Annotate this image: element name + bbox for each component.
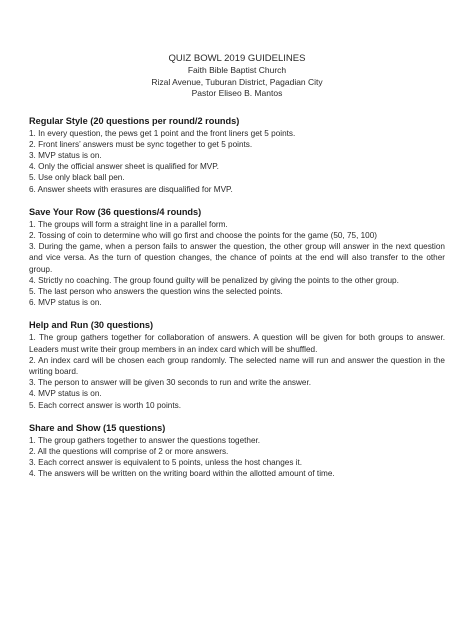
section-save-your-row — [29, 206, 445, 309]
rule-item: 2. All the questions will comprise of 2 or more answers. — [29, 446, 229, 456]
rule-item: 3. During the game, when a person fails to answer the question, the other group will answer in the next question and vice versa. As the turn of question changes, the chance of points at the end will also transfer to the other group. — [29, 242, 445, 274]
document-title: QUIZ BOWL 2019 GUIDELINES — [168, 53, 306, 64]
church-name: Faith Bible Baptist Church — [187, 65, 287, 75]
rule-item: 3. MVP status is on. — [29, 150, 102, 160]
rule-item: 2. An index card will be chosen each group randomly. The selected name will run and answer the question in the writing board. — [29, 355, 445, 376]
rule-item: 3. The person to answer will be given 30 seconds to run and write the answer. — [29, 378, 312, 388]
rule-list — [29, 128, 445, 195]
rule-item: 6. MVP status is on. — [29, 298, 102, 308]
section-regular-style — [29, 115, 445, 195]
rule-item: 2. Front liners’ answers must be sync together to get 5 points. — [29, 139, 253, 149]
rule-item: 2. Tossing of coin to determine who will go first and choose the points for the game (50, 75, 100) — [29, 230, 378, 240]
rule-item: 4. MVP status is on. — [29, 389, 102, 399]
rule-item: 6. Answer sheets with erasures are disqualified for MVP. — [29, 184, 233, 194]
section-title: Share and Show (15 questions) — [29, 422, 166, 433]
rule-item: 3. Each correct answer is equivalent to 5 points, unless the host changes it. — [29, 458, 303, 468]
rule-item: 1. The groups will form a straight line in a parallel form. — [29, 219, 228, 229]
rule-item: 1. The group gathers together for collaboration of answers. A question will be given for both groups to answer. Leaders must write their group members in an index card which will be shuffled. — [29, 333, 445, 354]
pastor-name: Pastor Eliseo B. Mantos — [191, 88, 283, 98]
rule-item: 4. Only the official answer sheet is qualified for MVP. — [29, 162, 219, 172]
rule-item: 4. The answers will be written on the writing board within the allotted amount of time. — [29, 469, 335, 479]
section-share-and-show — [29, 422, 445, 480]
rule-list — [29, 435, 445, 480]
rule-item: 5. The last person who answers the question wins the selected points. — [29, 286, 283, 296]
rule-list — [29, 332, 445, 410]
rule-item: 5. Use only black ball pen. — [29, 173, 125, 183]
rule-item: 1. In every question, the pews get 1 point and the front liners get 5 points. — [29, 128, 296, 138]
church-address: Rizal Avenue, Tuburan District, Pagadian City — [151, 76, 323, 87]
section-title: Help and Run (30 questions) — [29, 320, 154, 331]
rule-list — [29, 219, 445, 309]
section-title: Save Your Row (36 questions/4 rounds) — [29, 206, 202, 217]
section-help-and-run — [29, 319, 445, 410]
section-title: Regular Style (20 questions per round/2 rounds) — [29, 115, 240, 126]
rule-item: 4. Strictly no coaching. The group found guilty will be penalized by giving the points to the other group. — [29, 275, 399, 285]
document-header — [29, 53, 445, 100]
rule-item: 1. The group gathers together to answer the questions together. — [29, 435, 261, 445]
rule-item: 5. Each correct answer is worth 10 points. — [29, 400, 181, 410]
